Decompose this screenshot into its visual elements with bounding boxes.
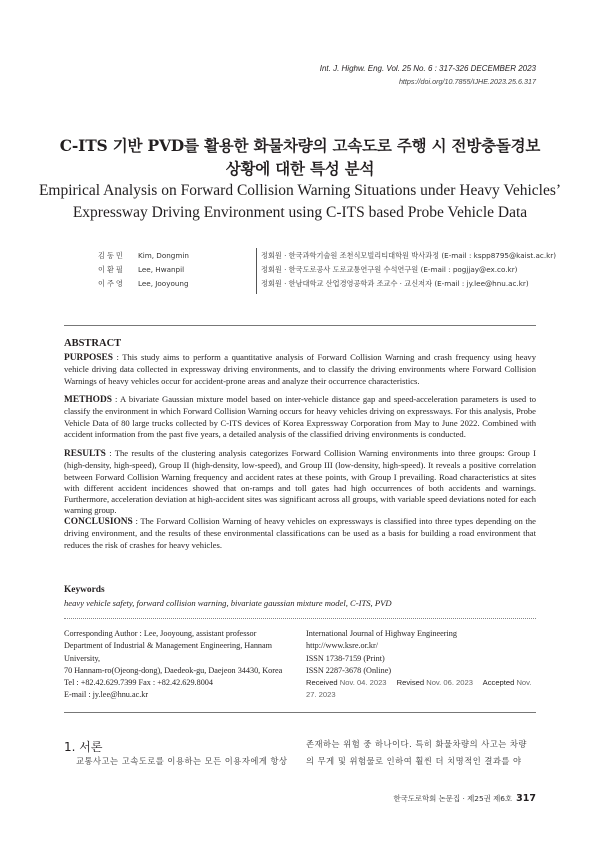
- received-date: Nov. 04. 2023: [339, 678, 387, 688]
- author-name-korean: 이주영: [98, 279, 125, 288]
- issn-print: ISSN 1738-7159 (Print): [306, 653, 385, 663]
- abstract-methods: [64, 394, 536, 440]
- author-name-english: Kim, Dongmin: [138, 251, 189, 260]
- correspondence-email[interactable]: E-mail : jy.lee@hnu.ac.kr: [64, 690, 149, 700]
- abstract-heading: ABSTRACT: [64, 338, 122, 349]
- accepted-label: Accepted: [482, 678, 515, 688]
- journal-info-block: [306, 628, 538, 702]
- author-name-korean: 김동민: [98, 251, 125, 260]
- methods-text: : A bivariate Gaussian mixture model based on inter-vehicle distance gap and speed-acceleration parameters is used to classify the environment in which Forward Collision Warning occurs for heavy vehicles driving on expressways. For this analysis, Probe Vehicle Data of 80 large trucks collected by C-ITS devices of Korea Expressway Corporation from May to June 2022. Combined with accident information from the past five years, a detailed analysis of the classified driving environments is conducted.: [64, 394, 536, 439]
- body-text-left: 교통사고는 고속도로를 이용하는 모든 이용자에게 항상: [76, 756, 288, 766]
- journal-citation: Int. J. Highw. Eng. Vol. 25 No. 6 : 317-326 DECEMBER 2023: [319, 64, 536, 73]
- received-label: Received: [306, 678, 338, 688]
- footer-journal: 한국도로학회 논문집 · 제25권 제6호: [393, 794, 513, 803]
- conclusions-text: : The Forward Collision Warning of heavy vehicles on expressways is classified into three types depending on the driving environment, and the results of these environmental classifications can be used as a basis for building a road environment that reduces the risk of crashes for heavy vehicles.: [64, 516, 536, 550]
- correspondence-line: Department of Industrial & Management Engineering, Hannam University,: [64, 641, 273, 663]
- title-korean-line2: 상황에 대한 특성 분석: [225, 159, 375, 178]
- doi-link[interactable]: https://doi.org/10.7855/IJHE.2023.25.6.317: [398, 77, 536, 86]
- abstract-top-rule: [64, 325, 536, 326]
- journal-url[interactable]: http://www.ksre.or.kr/: [306, 641, 379, 651]
- body-text-right: [306, 736, 538, 770]
- journal-name: International Journal of Highway Engineering: [306, 629, 457, 638]
- correspondence-block: [64, 628, 296, 702]
- author-name-english: Lee, Hwanpil: [138, 265, 185, 274]
- purposes-text: : This study aims to perform a quantitative analysis of Forward Collision Warning and crash frequency using heavy vehicle driving data collected in expressway driving environments, and to classify the driving environments where Forward Collision Warnings of heavy vehicles occur for accident-prone areas and analyze their occurrence characteristics.: [64, 352, 536, 386]
- author-affiliation: 정회원 · 한남대학교 산업경영공학과 조교수 · 교신저자 (E-mail : jy.lee@hnu.ac.kr): [261, 279, 529, 288]
- author-name-english: Lee, Jooyoung: [138, 279, 189, 288]
- abstract-purposes: [64, 352, 536, 387]
- page-number: 317: [516, 793, 536, 804]
- title-english-line1: Empirical Analysis on Forward Collision Warning Situations under Heavy Vehicles’: [38, 182, 562, 199]
- results-text: : The results of the clustering analysis categorizes Forward Collision Warning environments into three groups: Group I (high-density, high-speed), Group II (high-density, low-speed), and Group III (low-density, high-speed). It reveals a positive correlation between Forward Collision Warning frequency and accident rates at these points, with Group I prevailing. Road characteristics at sites with different accident incidences showed that on-ramps and toll gates had high occurrences of both accidents and warnings. Furthermore, acceleration deviation at high-accident sites was significant across all groups, with variable speed deviations noted for each warning group.: [64, 448, 536, 516]
- correspondence-line: 70 Hannam-ro(Ojeong-dong), Daedeok-gu, Daejeon 34430, Korea: [64, 665, 283, 675]
- author-affiliation: 정회원 · 한국도로공사 도로교통연구원 수석연구원 (E-mail : pogjjay@ex.co.kr): [261, 265, 518, 274]
- title-english-line2: Expressway Driving Environment using C-ITS based Probe Vehicle Data: [72, 204, 528, 221]
- keywords-heading: Keywords: [64, 585, 105, 595]
- title-korean-line1: C-ITS 기반 PVD를 활용한 화물차량의 고속도로 주행 시 전방충돌경보: [59, 136, 541, 155]
- body-text-line: 의 무게 및 위험물로 인하여 훨씬 더 치명적인 결과를 야: [306, 756, 522, 766]
- author-name-korean: 이환필: [98, 265, 125, 274]
- author-divider: [256, 248, 257, 294]
- accepted-date: Nov. 27. 2023: [306, 678, 532, 700]
- methods-label: METHODS: [64, 395, 112, 405]
- revised-label: Revised: [396, 678, 425, 688]
- abstract-results: [64, 448, 536, 517]
- revised-date: Nov. 06. 2023: [426, 678, 473, 688]
- purposes-label: PURPOSES: [64, 353, 113, 363]
- submission-dates: [306, 677, 538, 702]
- correspondence-line: Corresponding Author : Lee, Jooyoung, assistant professor: [64, 629, 257, 638]
- results-label: RESULTS: [64, 449, 106, 459]
- abstract-conclusions: [64, 516, 536, 551]
- page-footer: [393, 793, 536, 804]
- correspondence-line: Tel : +82.42.629.7399 Fax : +82.42.629.8004: [64, 678, 213, 688]
- conclusions-label: CONCLUSIONS: [64, 517, 133, 527]
- author-affiliation: 정회원 · 한국과학기술원 조천식모빌리티대학원 박사과정 (E-mail : kspp8795@kaist.ac.kr): [261, 251, 557, 260]
- abstract-bottom-rule: [64, 618, 536, 619]
- keywords-list: heavy vehicle safety, forward collision warning, bivariate gaussian mixture model, C-ITS, PVD: [64, 598, 392, 608]
- body-text-line: 존재하는 위험 중 하나이다. 특히 화물차량의 사고는 차량: [306, 739, 527, 749]
- issn-online: ISSN 2287-3678 (Online): [306, 665, 392, 675]
- info-bottom-rule: [64, 712, 536, 713]
- section-heading: 1. 서론: [64, 740, 103, 754]
